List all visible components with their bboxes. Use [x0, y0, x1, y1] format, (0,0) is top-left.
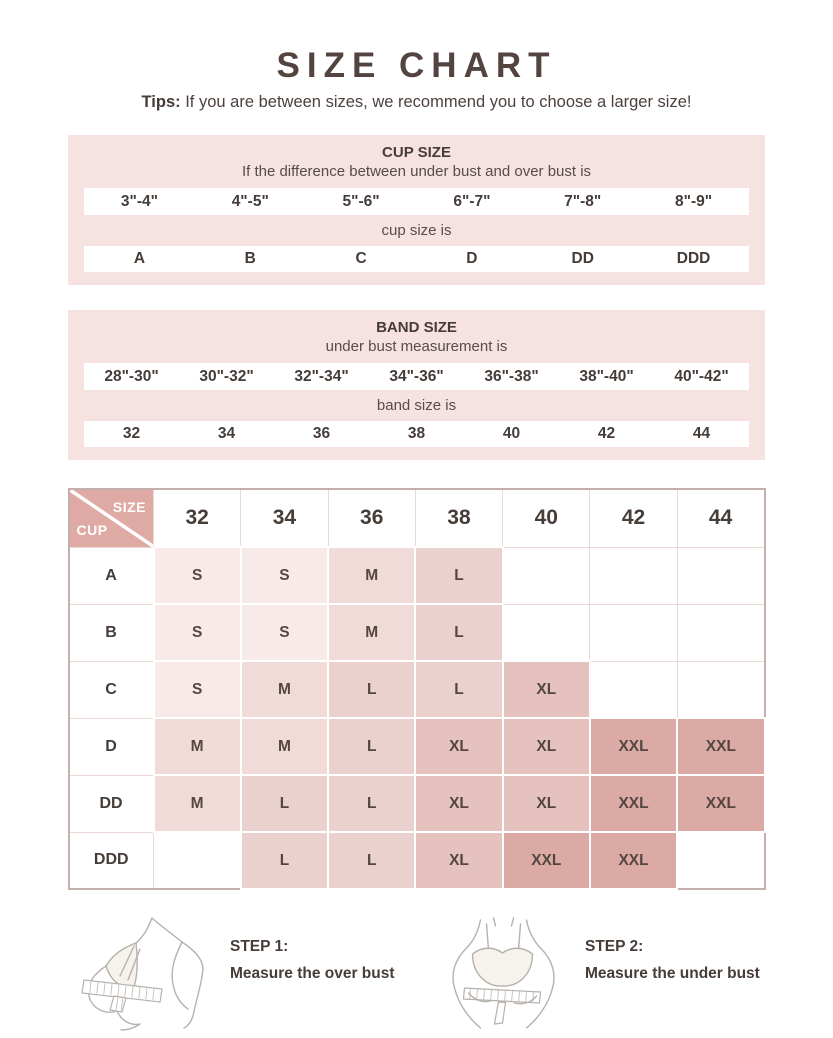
matrix-empty-cell: [503, 547, 590, 604]
matrix-empty-cell: [590, 604, 677, 661]
band-measurement-value: 38"-40": [579, 367, 634, 385]
matrix-size-cell: XXL: [590, 775, 677, 832]
matrix-body: [69, 547, 765, 889]
matrix-row: [69, 832, 765, 889]
matrix-size-cell: XL: [415, 718, 502, 775]
matrix-size-cell: XL: [415, 832, 502, 889]
cup-row-header: A: [69, 547, 154, 604]
cup-row-header: DD: [69, 775, 154, 832]
matrix-size-cell: L: [241, 775, 328, 832]
band-size-column-header: 32: [154, 489, 241, 547]
band-size-column-header: 36: [328, 489, 415, 547]
band-measurement-value: 30"-32": [199, 367, 254, 385]
matrix-empty-cell: [590, 661, 677, 718]
band-size-value: 38: [407, 425, 426, 442]
over-bust-illustration: [64, 916, 216, 1034]
step-1-title: STEP 1:: [230, 938, 289, 955]
matrix-corner-cell: [69, 489, 154, 547]
cup-size-value: A: [133, 250, 146, 267]
matrix-row: [69, 718, 765, 775]
cup-size-value: DD: [571, 250, 594, 267]
matrix-empty-cell: [154, 832, 241, 889]
step-1-text-block: [230, 938, 395, 983]
matrix-size-cell: XXL: [590, 832, 677, 889]
matrix-size-cell: XXL: [677, 718, 764, 775]
matrix-size-cell: XL: [503, 718, 590, 775]
matrix-size-cell: M: [154, 775, 241, 832]
band-size-value: 34: [217, 425, 236, 442]
matrix-size-cell: L: [415, 547, 502, 604]
step-1: [64, 916, 436, 1034]
cup-difference-value: 4"-5": [231, 192, 269, 210]
tips-line: [0, 93, 833, 112]
cup-difference-value: 7"-8": [564, 192, 602, 210]
tips-text: If you are between sizes, we recommend you to choose a larger size!: [180, 93, 692, 111]
matrix-size-cell: S: [241, 604, 328, 661]
matrix-size-cell: L: [328, 775, 415, 832]
matrix-size-cell: M: [241, 718, 328, 775]
cup-size-panel: [68, 135, 765, 285]
matrix-empty-cell: [590, 547, 677, 604]
matrix-size-cell: XL: [503, 661, 590, 718]
band-measurement-value: 28"-30": [104, 367, 159, 385]
band-measurement-value: 40"-42": [674, 367, 729, 385]
step-2: [436, 916, 769, 1038]
band-size-value: 40: [502, 425, 521, 442]
band-size-value: 42: [597, 425, 616, 442]
matrix-size-cell: L: [241, 832, 328, 889]
band-size-column-header: 40: [503, 489, 590, 547]
cup-difference-value: 5"-6": [342, 192, 380, 210]
band-size-value: 32: [122, 425, 141, 442]
band-size-row: [84, 421, 749, 447]
matrix-size-cell: M: [154, 718, 241, 775]
band-size-column-header: 42: [590, 489, 677, 547]
step-1-description: Measure the over bust: [230, 965, 395, 982]
corner-cup-label: CUP: [76, 521, 108, 538]
matrix-empty-cell: [677, 832, 764, 889]
band-size-panel: [68, 310, 765, 460]
page-title: SIZE CHART: [276, 46, 557, 85]
cup-row-header: C: [69, 661, 154, 718]
matrix-size-cell: L: [328, 718, 415, 775]
cup-difference-value: 8"-9": [675, 192, 713, 210]
band-size-panel-subtitle: under bust measurement is: [325, 338, 508, 355]
band-size-panel-title: BAND SIZE: [376, 319, 457, 336]
cup-size-value: DDD: [676, 250, 711, 267]
matrix-size-cell: S: [154, 604, 241, 661]
matrix-row: [69, 775, 765, 832]
cup-size-value: C: [355, 250, 367, 267]
corner-size-label: SIZE: [112, 499, 146, 515]
matrix-row: [69, 604, 765, 661]
band-size-column-header: 34: [241, 489, 328, 547]
cup-difference-value: 3"-4": [120, 192, 158, 210]
step-2-title: STEP 2:: [585, 938, 644, 955]
matrix-empty-cell: [677, 547, 764, 604]
matrix-header-row: [69, 489, 765, 547]
step-2-text-block: [585, 938, 760, 983]
matrix-size-cell: S: [154, 547, 241, 604]
cup-row-header: D: [69, 718, 154, 775]
size-matrix-table: [68, 488, 766, 890]
cup-size-value: B: [244, 250, 256, 267]
cup-size-panel-title: CUP SIZE: [382, 144, 451, 161]
cup-row-header: B: [69, 604, 154, 661]
matrix-size-cell: M: [241, 661, 328, 718]
matrix-empty-cell: [677, 661, 764, 718]
band-measurement-row: [84, 363, 749, 390]
matrix-size-cell: XXL: [503, 832, 590, 889]
matrix-size-cell: L: [415, 604, 502, 661]
band-size-middle-label: band size is: [376, 397, 457, 414]
matrix-size-cell: S: [241, 547, 328, 604]
matrix-size-cell: M: [328, 604, 415, 661]
cup-difference-row: [84, 188, 749, 215]
band-measurement-value: 34"-36": [389, 367, 444, 385]
matrix-size-cell: M: [328, 547, 415, 604]
measuring-steps: [64, 916, 769, 1038]
cup-size-value: D: [466, 250, 478, 267]
band-measurement-value: 36"-38": [484, 367, 539, 385]
matrix-size-cell: XXL: [590, 718, 677, 775]
matrix-size-cell: XL: [503, 775, 590, 832]
band-size-column-header: 38: [415, 489, 502, 547]
matrix-size-cell: L: [328, 661, 415, 718]
cup-difference-value: 6"-7": [453, 192, 491, 210]
matrix-size-cell: S: [154, 661, 241, 718]
matrix-size-cell: XL: [415, 775, 502, 832]
cup-size-panel-subtitle: If the difference between under bust and over bust is: [241, 163, 592, 180]
matrix-row: [69, 661, 765, 718]
under-bust-illustration: [436, 916, 571, 1038]
band-size-value: 36: [312, 425, 331, 442]
cup-size-row: [84, 246, 749, 272]
band-measurement-value: 32"-34": [294, 367, 349, 385]
matrix-size-cell: L: [328, 832, 415, 889]
cup-row-header: DDD: [69, 832, 154, 889]
matrix-size-cell: XXL: [677, 775, 764, 832]
matrix-empty-cell: [503, 604, 590, 661]
band-size-value: 44: [692, 425, 711, 442]
tips-label: Tips:: [141, 93, 181, 111]
matrix-size-cell: L: [415, 661, 502, 718]
matrix-row: [69, 547, 765, 604]
matrix-empty-cell: [677, 604, 764, 661]
step-2-description: Measure the under bust: [585, 965, 760, 982]
cup-size-middle-label: cup size is: [381, 222, 452, 239]
band-size-column-header: 44: [677, 489, 764, 547]
